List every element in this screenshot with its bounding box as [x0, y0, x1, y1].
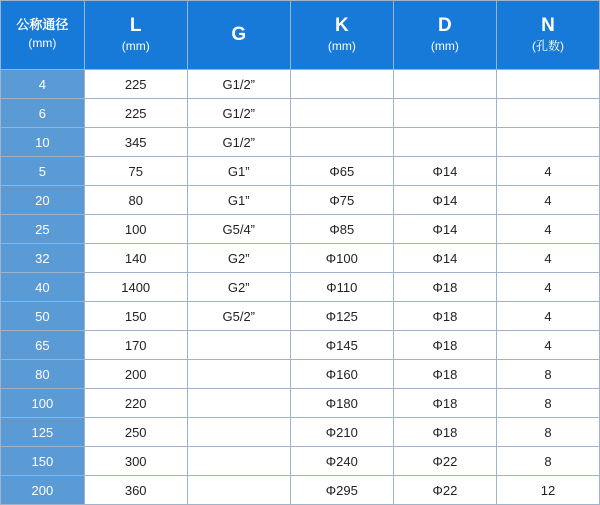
cell-d: Φ22: [393, 476, 496, 505]
cell-n: 4: [496, 244, 599, 273]
cell-nominal-diameter: 150: [1, 447, 85, 476]
cell-l: 150: [84, 302, 187, 331]
column-header-k: [290, 1, 393, 70]
column-header-unit: (mm): [121, 39, 150, 54]
cell-g: G1/2”: [187, 70, 290, 99]
cell-nominal-diameter: 5: [1, 157, 85, 186]
table-row: [1, 447, 600, 476]
cell-l: 80: [84, 186, 187, 215]
column-header-unit: (孔数): [531, 39, 564, 54]
cell-l: 345: [84, 128, 187, 157]
cell-nominal-diameter: 100: [1, 389, 85, 418]
column-header-g: [187, 1, 290, 70]
table-header: [1, 1, 600, 70]
cell-n: 8: [496, 389, 599, 418]
cell-d: Φ18: [393, 389, 496, 418]
column-header-title: G: [231, 24, 247, 46]
cell-g: G2”: [187, 244, 290, 273]
cell-g: G2”: [187, 273, 290, 302]
cell-nominal-diameter: 4: [1, 70, 85, 99]
cell-d: Φ18: [393, 273, 496, 302]
cell-d: Φ18: [393, 418, 496, 447]
cell-k: Φ145: [290, 331, 393, 360]
cell-nominal-diameter: 50: [1, 302, 85, 331]
cell-d: Φ14: [393, 186, 496, 215]
table-row: [1, 389, 600, 418]
cell-g: G1/2”: [187, 99, 290, 128]
cell-l: 220: [84, 389, 187, 418]
cell-l: 225: [84, 70, 187, 99]
cell-d: Φ18: [393, 331, 496, 360]
cell-nominal-diameter: 80: [1, 360, 85, 389]
table-row: [1, 244, 600, 273]
cell-l: 140: [84, 244, 187, 273]
cell-k: Φ240: [290, 447, 393, 476]
cell-n: 4: [496, 215, 599, 244]
cell-l: 170: [84, 331, 187, 360]
cell-l: 250: [84, 418, 187, 447]
table-row: [1, 360, 600, 389]
cell-d: Φ18: [393, 302, 496, 331]
cell-g: [187, 331, 290, 360]
cell-n: [496, 70, 599, 99]
cell-g: G1”: [187, 186, 290, 215]
cell-n: 8: [496, 447, 599, 476]
table-row: [1, 128, 600, 157]
cell-g: [187, 418, 290, 447]
cell-nominal-diameter: 25: [1, 215, 85, 244]
cell-l: 75: [84, 157, 187, 186]
table-row: [1, 418, 600, 447]
cell-k: Φ85: [290, 215, 393, 244]
cell-l: 225: [84, 99, 187, 128]
cell-d: Φ14: [393, 157, 496, 186]
cell-k: Φ125: [290, 302, 393, 331]
column-header-d: [393, 1, 496, 70]
table-row: [1, 70, 600, 99]
cell-n: 4: [496, 186, 599, 215]
cell-nominal-diameter: 20: [1, 186, 85, 215]
cell-d: Φ22: [393, 447, 496, 476]
cell-l: 300: [84, 447, 187, 476]
cell-nominal-diameter: 65: [1, 331, 85, 360]
column-header-title: 公称通径: [16, 17, 69, 33]
column-header-unit: (mm): [430, 39, 459, 54]
cell-k: Φ100: [290, 244, 393, 273]
table-row: [1, 273, 600, 302]
column-header-nominal-diameter: [1, 1, 85, 70]
cell-k: [290, 70, 393, 99]
cell-g: G1”: [187, 157, 290, 186]
table-row: [1, 215, 600, 244]
cell-k: Φ295: [290, 476, 393, 505]
cell-n: 8: [496, 418, 599, 447]
cell-k: Φ180: [290, 389, 393, 418]
column-header-unit: (mm): [28, 35, 57, 50]
table-row: [1, 186, 600, 215]
cell-n: [496, 128, 599, 157]
cell-k: Φ110: [290, 273, 393, 302]
cell-k: [290, 99, 393, 128]
table-row: [1, 157, 600, 186]
cell-n: 4: [496, 157, 599, 186]
cell-g: G5/2”: [187, 302, 290, 331]
cell-nominal-diameter: 125: [1, 418, 85, 447]
table-body: [1, 70, 600, 505]
column-header-title: D: [438, 14, 452, 36]
cell-g: [187, 389, 290, 418]
cell-k: Φ160: [290, 360, 393, 389]
cell-k: [290, 128, 393, 157]
column-header-title: K: [334, 14, 349, 36]
cell-l: 360: [84, 476, 187, 505]
table-row: [1, 302, 600, 331]
column-header-title: L: [129, 14, 142, 36]
cell-k: Φ75: [290, 186, 393, 215]
cell-g: G1/2”: [187, 128, 290, 157]
column-header-l: [84, 1, 187, 70]
cell-d: Φ14: [393, 244, 496, 273]
cell-nominal-diameter: 40: [1, 273, 85, 302]
cell-g: [187, 447, 290, 476]
table-row: [1, 99, 600, 128]
table-row: [1, 331, 600, 360]
cell-n: 8: [496, 360, 599, 389]
header-row: [1, 1, 600, 70]
cell-d: Φ14: [393, 215, 496, 244]
cell-n: 4: [496, 273, 599, 302]
cell-g: G5/4”: [187, 215, 290, 244]
cell-d: [393, 128, 496, 157]
cell-k: Φ210: [290, 418, 393, 447]
cell-l: 100: [84, 215, 187, 244]
cell-g: [187, 360, 290, 389]
column-header-unit: (mm): [327, 39, 356, 54]
cell-n: 12: [496, 476, 599, 505]
cell-n: 4: [496, 302, 599, 331]
cell-nominal-diameter: 32: [1, 244, 85, 273]
cell-n: 4: [496, 331, 599, 360]
cell-d: Φ18: [393, 360, 496, 389]
cell-nominal-diameter: 200: [1, 476, 85, 505]
cell-n: [496, 99, 599, 128]
cell-d: [393, 99, 496, 128]
cell-nominal-diameter: 6: [1, 99, 85, 128]
cell-k: Φ65: [290, 157, 393, 186]
cell-d: [393, 70, 496, 99]
column-header-title: N: [541, 14, 555, 36]
column-header-n: [496, 1, 599, 70]
cell-l: 200: [84, 360, 187, 389]
cell-l: 1400: [84, 273, 187, 302]
cell-nominal-diameter: 10: [1, 128, 85, 157]
